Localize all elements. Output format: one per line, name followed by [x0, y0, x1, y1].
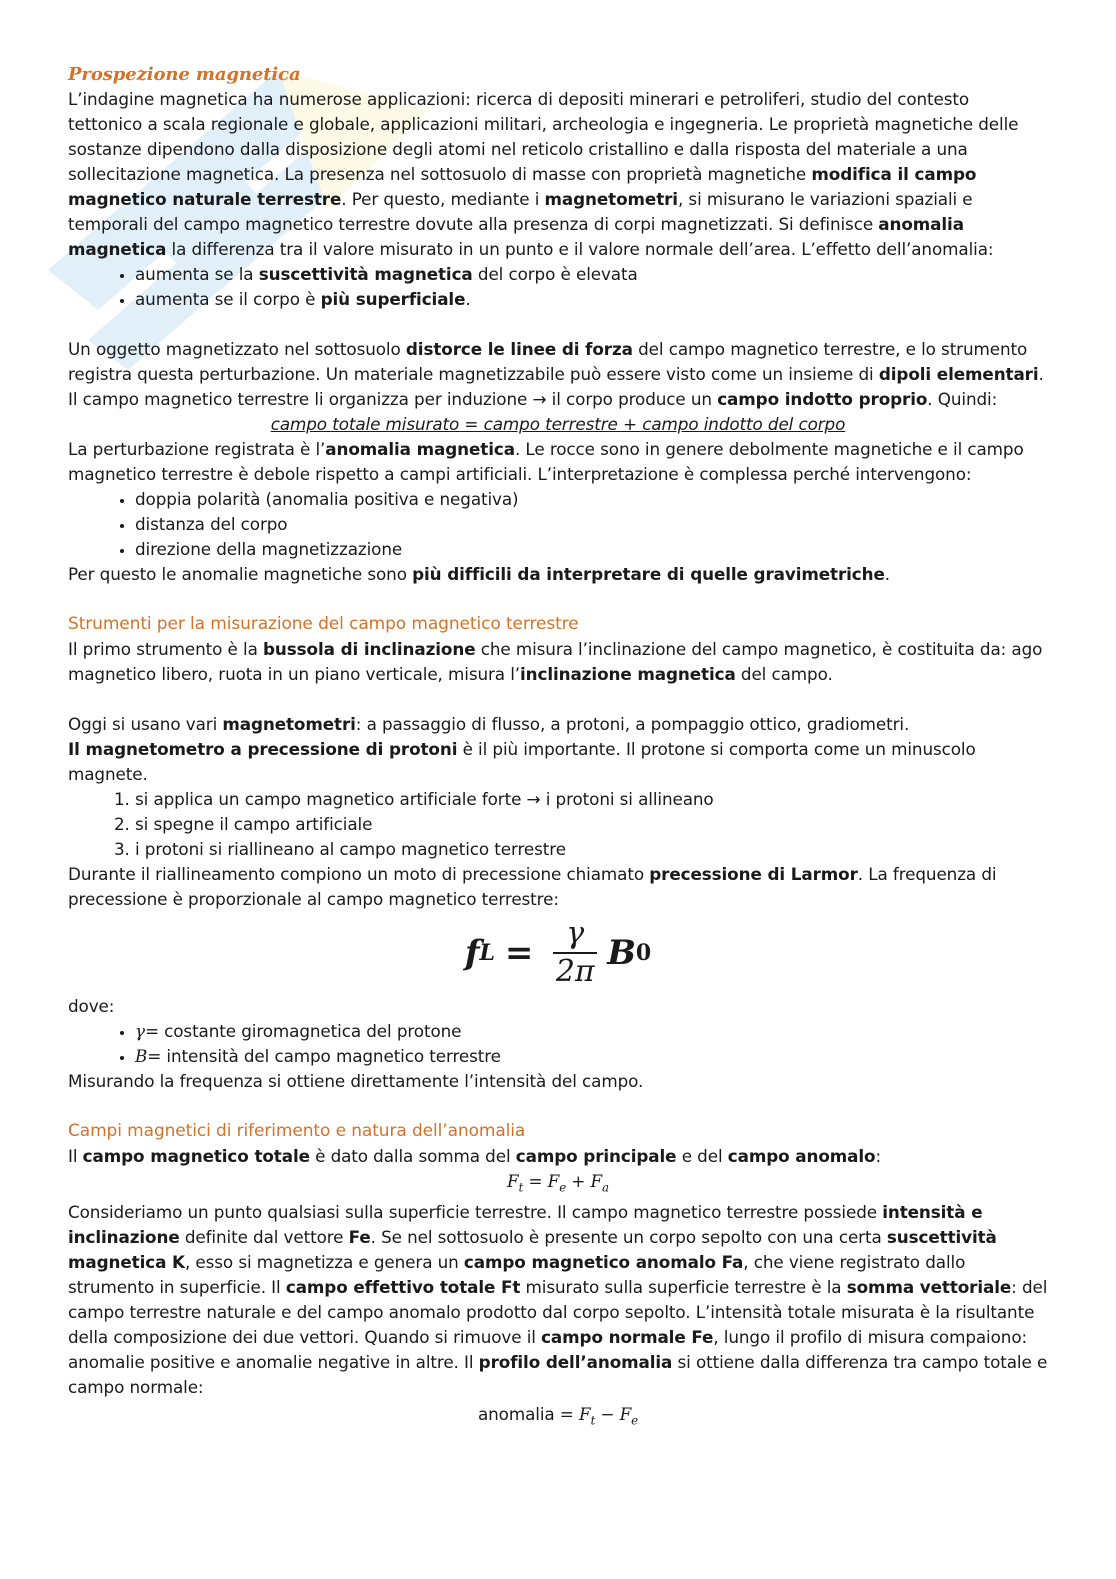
- bold-text: anomalia magnetica: [325, 439, 515, 459]
- text-run: Oggi si usano vari: [68, 714, 223, 734]
- dove-label: dove:: [68, 996, 115, 1016]
- text-run: Il primo strumento è la: [68, 639, 263, 659]
- bold-text: campo magnetico totale: [82, 1146, 310, 1166]
- text-run: Il: [68, 1146, 83, 1166]
- text-run: definite dal vettore: [179, 1227, 349, 1248]
- bold-text: più superficiale: [320, 289, 466, 309]
- bold-text: bussola di inclinazione: [263, 639, 476, 659]
- list-item: • doppia polarità (anomalia positiva e negativa): [135, 487, 1048, 512]
- bold-text: dipoli elementari: [878, 364, 1039, 384]
- text-run: .: [1038, 364, 1044, 384]
- text-run: che misura l’inclinazione del campo magnetico, è costituita da: ago magnetico libero, ruota in un piano verticale, misura l’: [68, 639, 1043, 684]
- bold-text: Fe: [348, 1227, 371, 1248]
- text-run: si ottiene dalla differenza tra campo totale e campo normale:: [68, 1352, 1048, 1398]
- text-run: Consideriamo un punto qualsiasi sulla superficie terrestre. Il campo magnetico terrestre possiede: [68, 1202, 883, 1223]
- bold-text: precessione di Larmor: [649, 864, 858, 884]
- bold-text: magnetometri: [222, 714, 356, 734]
- text-run: , che viene registrato dallo strumento in superficie. Il: [68, 1252, 966, 1298]
- vector-sum-paragraph: [68, 1200, 1048, 1400]
- bold-text: campo effettivo totale Ft: [285, 1277, 521, 1298]
- bold-text: campo indotto proprio: [717, 389, 928, 409]
- text-run: , lungo il profilo di misura compaiono: anomalie positive e anomalie negative in altre. Il: [68, 1327, 1028, 1373]
- list-item: [135, 262, 1048, 287]
- text-run: : del campo terrestre naturale e del campo anomalo prodotto dal corpo sepolto. L’intensità totale misurata è la risultante della composizione dei due vettori. Quando si rimuove il: [68, 1277, 1048, 1348]
- list-item: 3. i protoni si riallineano al campo magnetico terrestre: [135, 837, 1048, 862]
- bold-text: Il magnetometro a precessione di protoni: [68, 739, 458, 759]
- symbol-list: [68, 1019, 1048, 1069]
- text-run: Il campo magnetico terrestre li organizza per induzione → il corpo produce un: [68, 389, 718, 409]
- bold-text: più difficili da interpretare di quelle gravimetriche: [412, 564, 885, 584]
- text-run: . Se nel sottosuolo è presente un corpo sepolto con una certa: [370, 1227, 887, 1248]
- dipole-paragraph: [68, 337, 1048, 387]
- bold-text: distorce le linee di forza: [405, 339, 633, 359]
- bold-text: anomalia magnetica: [68, 214, 964, 259]
- text-run: .: [465, 289, 471, 309]
- page-title: Prospezione magnetica: [68, 64, 301, 85]
- induction-paragraph: [68, 387, 1048, 412]
- bold-text: campo normale Fe: [541, 1327, 714, 1348]
- text-run: L’indagine magnetica ha numerose applicazioni: ricerca di depositi minerari e petroliferi, studio del contesto tettonico a scala regionale e globale, applicazioni militari, archeologia e ingegneria. Le proprietà magnetiche delle sostanze dipendono dalla disposizione degli atomi nel reticolo cristallino e dalla risposta del materiale a una sollecitazione magnetica. La presenza nel sottosuolo di masse con proprietà magnetiche: [68, 89, 1019, 184]
- text-run: del corpo è elevata: [472, 264, 638, 284]
- text-run: . La frequenza di precessione è proporzionale al campo magnetico terrestre:: [68, 864, 997, 909]
- list-item: • γ= costante giromagnetica del protone: [135, 1019, 1048, 1044]
- list-item: • B= intensità del campo magnetico terrestre: [135, 1044, 1048, 1069]
- gravimetric-paragraph: [68, 562, 1048, 587]
- intro-paragraph: [68, 87, 1048, 262]
- perturbation-paragraph: [68, 437, 1048, 487]
- anomaly-equation: anomalia = $F_t - F_e$: [477, 1404, 639, 1428]
- text-run: aumenta se il corpo è: [135, 289, 321, 309]
- text-run: e del: [676, 1146, 728, 1166]
- bold-text: suscettività magnetica K: [68, 1227, 997, 1273]
- larmor-fraction: $\frac{\gamma}{2\pi}$: [553, 919, 597, 987]
- text-run: .: [884, 564, 890, 584]
- bold-text: profilo dell’anomalia: [478, 1352, 673, 1373]
- text-run: Per questo le anomalie magnetiche sono: [68, 564, 413, 584]
- anomaly-effect-list: [68, 262, 1048, 312]
- text-run: . Per questo, mediante i: [341, 189, 545, 209]
- section-heading-instruments: Strumenti per la misurazione del campo magnetico terrestre: [68, 614, 579, 634]
- text-run: Durante il riallineamento compiono un moto di precessione chiamato: [68, 864, 650, 884]
- proton-steps-list: [68, 787, 1048, 862]
- frequency-paragraph: Misurando la frequenza si ottiene direttamente l’intensità del campo.: [68, 1071, 644, 1091]
- list-item: • direzione della magnetizzazione: [135, 537, 1048, 562]
- list-item: [135, 287, 1048, 312]
- list-item: • distanza del corpo: [135, 512, 1048, 537]
- text-run: . Le rocce sono in genere debolmente magnetiche e il campo magnetico terrestre è debole rispetto a campi artificiali. L’interpretazione è complessa perché intervengono:: [68, 439, 1024, 484]
- text-run: , esso si magnetizza e genera un: [184, 1252, 464, 1273]
- text-run: :: [875, 1146, 882, 1166]
- text-run: : a passaggio di flusso, a protoni, a pompaggio ottico, gradiometri.: [355, 714, 910, 734]
- text-run: Un oggetto magnetizzato nel sottosuolo: [68, 339, 406, 359]
- text-run: , si misurano le variazioni spaziali e temporali del campo magnetico terrestre dovute alla presenza di corpi magnetizzati. Si definisce: [68, 189, 973, 234]
- larmor-paragraph: [68, 862, 1048, 912]
- text-run: è dato dalla somma del: [309, 1146, 516, 1166]
- magnetometers-paragraph: [68, 712, 1048, 737]
- text-run: misurato sulla superficie terrestre è la: [520, 1277, 847, 1298]
- total-field-formula: campo totale misurato = campo terrestre + campo indotto del corpo: [270, 414, 846, 434]
- larmor-formula: f L = $\frac{\gamma}{2\pi}$ B 0: [464, 916, 652, 989]
- text-run: è il più importante. Il protone si comporta come un minuscolo magnete.: [68, 739, 976, 784]
- text-run: la differenza tra il valore misurato in un punto e il valore normale dell’area. L’effetto dell’anomalia:: [166, 239, 994, 259]
- list-item: 1. si applica un campo magnetico artificiale forte → i protoni si allineano: [135, 787, 1048, 812]
- compass-paragraph: [68, 637, 1048, 687]
- total-field-equation: $F_t = F_e + F_a$: [507, 1171, 609, 1195]
- bold-text: campo anomalo: [727, 1146, 876, 1166]
- bold-text: somma vettoriale: [846, 1277, 1012, 1298]
- bold-text: magnetometri: [544, 189, 678, 209]
- list-item: 2. si spegne il campo artificiale: [135, 812, 1048, 837]
- bold-text: suscettività magnetica: [258, 264, 473, 284]
- bold-text: campo principale: [515, 1146, 677, 1166]
- document-page: [68, 62, 1048, 1434]
- total-field-paragraph: [68, 1144, 1048, 1169]
- bold-text: campo magnetico anomalo Fa: [463, 1252, 744, 1273]
- bold-text: modifica il campo magnetico naturale terrestre: [68, 164, 977, 209]
- text-run: La perturbazione registrata è l’: [68, 439, 326, 459]
- text-run: aumenta se la: [135, 264, 259, 284]
- complexity-list: [68, 487, 1048, 562]
- proton-paragraph: [68, 737, 1048, 787]
- bold-text: intensità e inclinazione: [68, 1202, 983, 1248]
- text-run: del campo magnetico terrestre, e lo strumento registra questa perturbazione. Un materiale magnetizzabile può essere visto come un insieme di: [68, 339, 1028, 384]
- bold-text: inclinazione magnetica: [520, 664, 736, 684]
- text-run: del campo.: [735, 664, 833, 684]
- section-heading-reference: Campi magnetici di riferimento e natura dell’anomalia: [68, 1121, 526, 1141]
- text-run: . Quindi:: [927, 389, 998, 409]
